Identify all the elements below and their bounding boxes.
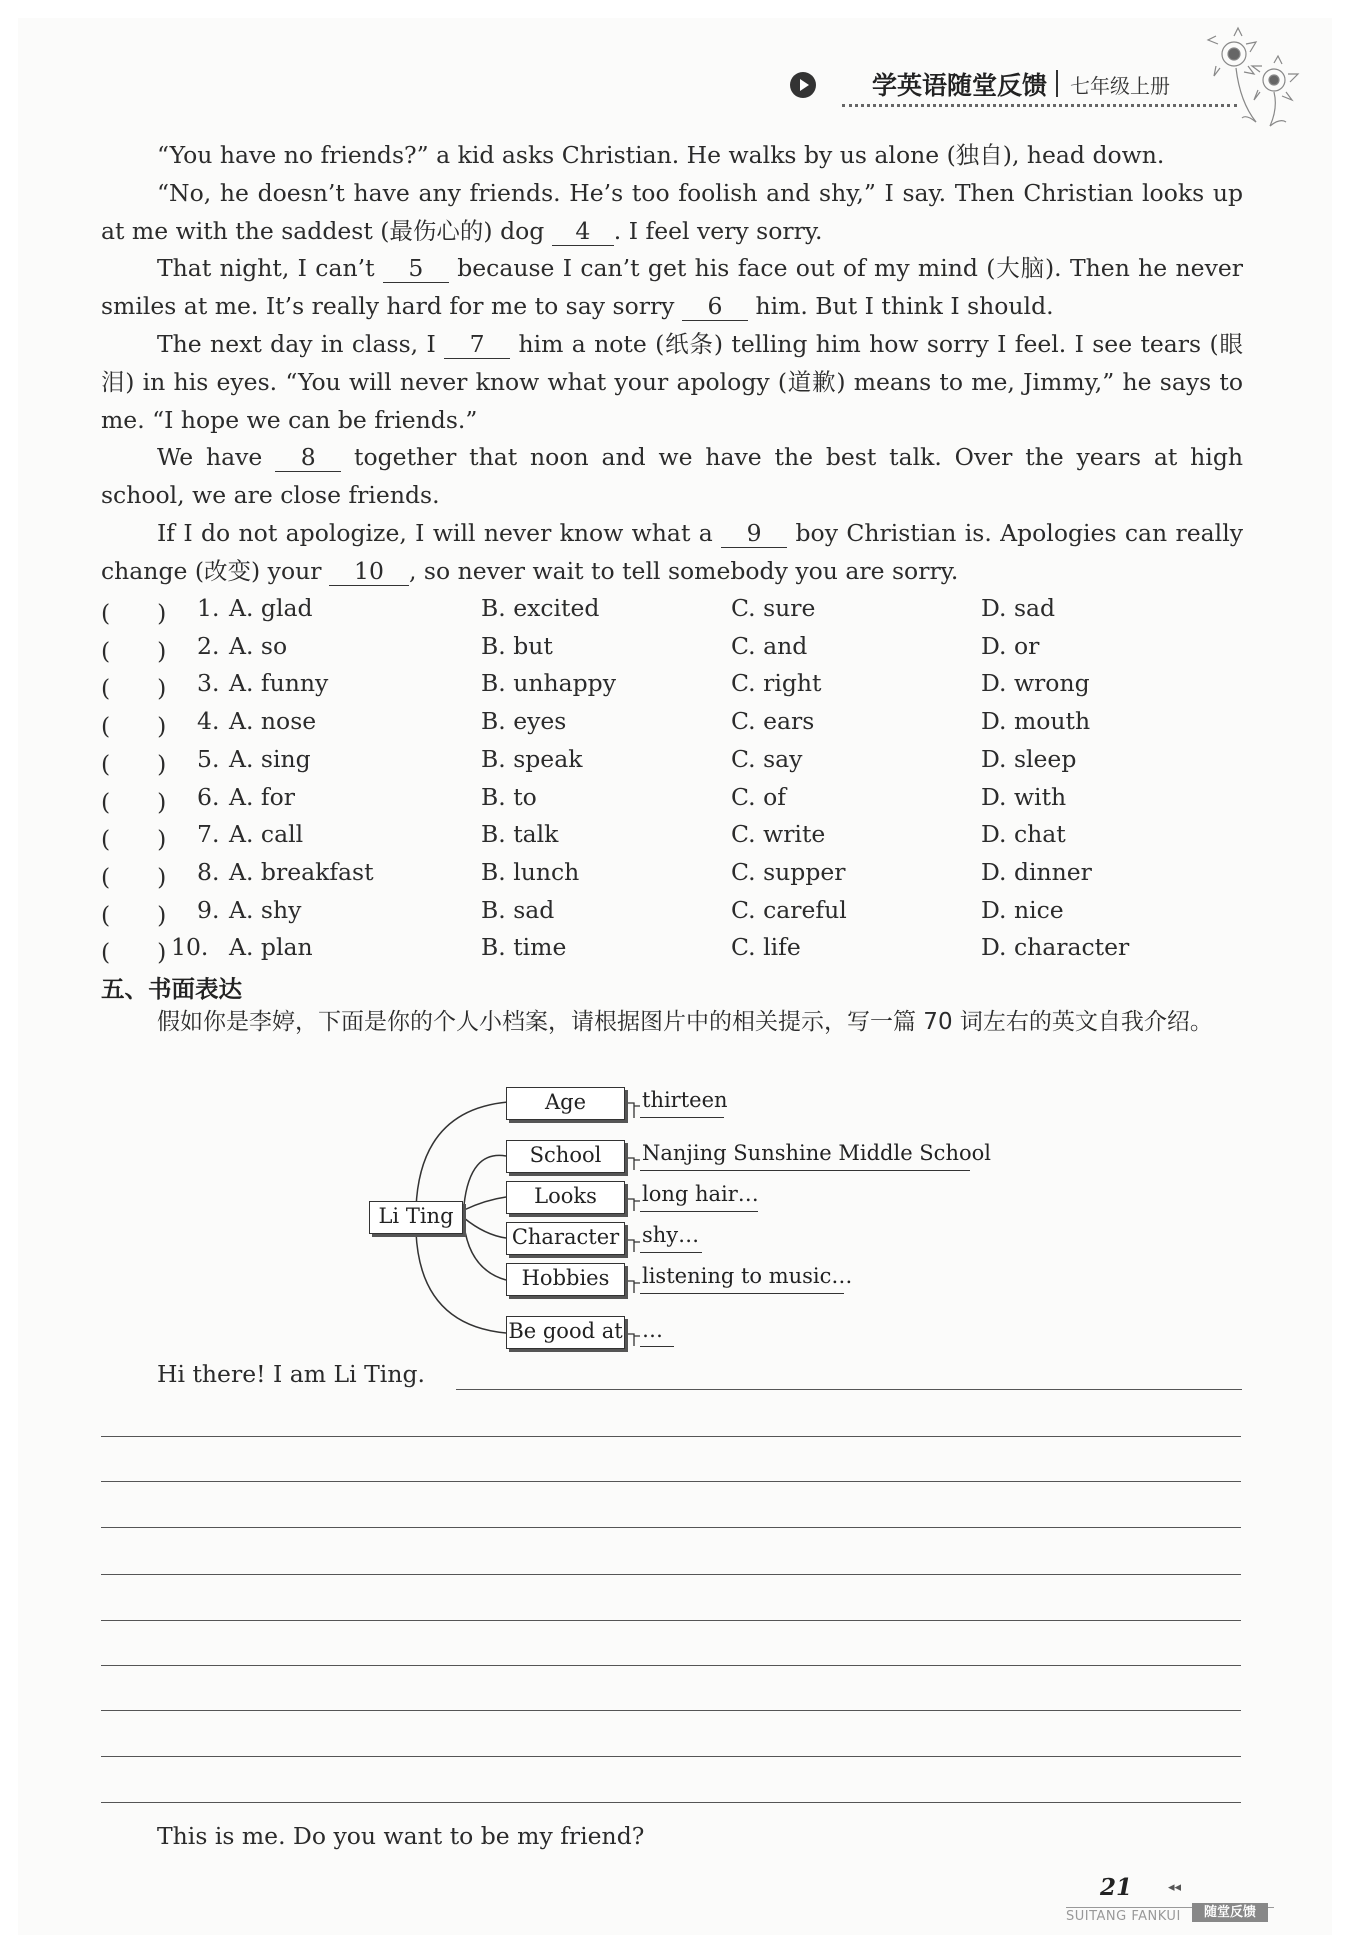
answer-paren[interactable]: ( ) [101, 636, 167, 665]
underline [640, 1117, 724, 1118]
option-d: D. wrong [981, 669, 1090, 698]
paragraph-3-text-b: because I can’t get his face out of my mind (大脑). Then he never smiles at me. It’s really hard for me to say sorry [101, 254, 1243, 321]
answer-paren[interactable]: ( ) [101, 825, 167, 854]
option-d: D. or [981, 631, 1040, 660]
paragraph-2-text-a: “No, he doesn’t have any friends. He’s too foolish and shy,” I say. Then Christian looks up at me with the saddest (最伤心的) dog [101, 178, 1243, 245]
question-number: 9. [197, 895, 220, 924]
answer-paren[interactable]: ( ) [101, 674, 167, 703]
option-d: D. with [981, 782, 1067, 811]
option-b: B. lunch [481, 857, 580, 886]
option-c: C. ears [731, 707, 815, 736]
underline [640, 1170, 970, 1171]
book-grade: 七年级上册 [1070, 74, 1170, 98]
writing-closing: This is me. Do you want to be my friend? [157, 1822, 645, 1850]
mindmap-node-character: Character [506, 1222, 625, 1255]
option-b: B. sad [481, 895, 555, 924]
option-b: B. to [481, 782, 537, 811]
option-c: C. say [731, 744, 803, 773]
option-a: A. funny [229, 669, 329, 698]
option-b: B. unhappy [481, 669, 616, 698]
question-number: 6. [197, 782, 220, 811]
option-d: D. mouth [981, 707, 1091, 736]
blank-5[interactable]: 5 [383, 254, 449, 283]
blank-6[interactable]: 6 [682, 292, 748, 321]
question-number: 10. [171, 933, 209, 962]
option-d: D. sleep [981, 744, 1077, 773]
underline [640, 1293, 844, 1294]
mindmap-value-be-good-at: … [642, 1318, 663, 1342]
blank-4[interactable]: 4 [552, 217, 614, 246]
writing-line-5[interactable] [101, 1574, 1241, 1575]
option-c: C. careful [731, 895, 847, 924]
mindmap-value-school: Nanjing Sunshine Middle School [642, 1141, 991, 1165]
paragraph-1: “You have no friends?” a kid asks Christian. He walks by us alone (独自), head down. [157, 141, 1165, 169]
paragraph-5-text-a: We have [157, 443, 263, 472]
paragraph-6-text-a: If I do not apologize, I will never know what a [157, 518, 713, 547]
mindmap-node-hobbies: Hobbies [506, 1263, 625, 1296]
answer-paren[interactable]: ( ) [101, 900, 167, 929]
paragraph-3-text-a: That night, I can’t [157, 254, 375, 283]
option-c: C. write [731, 820, 826, 849]
section-title: 五、书面表达 [101, 975, 242, 1003]
writing-line-7[interactable] [101, 1665, 1241, 1666]
mindmap-value-age: thirteen [642, 1088, 728, 1112]
paragraph-3-text-c: him. But I think I should. [755, 292, 1054, 321]
writing-line-1[interactable] [456, 1389, 1242, 1390]
answer-paren[interactable]: ( ) [101, 938, 167, 967]
question-number: 3. [197, 669, 220, 698]
paragraph-4-text-b: him a note (纸条) telling him how sorry I feel. I see tears (眼泪) in his eyes. “You will never know what your apology (道歉) means to me, Jimmy,” he says to me. “I hope we can be friends.” [101, 329, 1243, 434]
answer-paren[interactable]: ( ) [101, 712, 167, 741]
option-b: B. excited [481, 594, 600, 622]
mindmap-node-looks: Looks [506, 1181, 625, 1214]
underline [640, 1346, 674, 1347]
blank-10[interactable]: 10 [329, 557, 409, 586]
option-c: C. of [731, 782, 786, 811]
option-a: A. shy [229, 895, 302, 924]
underline [640, 1211, 758, 1212]
instruction-text: 假如你是李婷，下面是你的个人小档案，请根据图片中的相关提示，写一篇 70 词左右的英文自我介绍。 [157, 1009, 1213, 1035]
writing-line-9[interactable] [101, 1756, 1241, 1757]
option-c: C. supper [731, 857, 846, 886]
blank-8[interactable]: 8 [275, 443, 341, 472]
paragraph-2-text-b: . I feel very sorry. [613, 216, 823, 245]
paragraph-6-text-b: boy Christian is. Apologies can really change (改变) your [101, 518, 1243, 585]
book-title: 学英语随堂反馈 [872, 71, 1048, 100]
option-d: D. nice [981, 895, 1064, 924]
question-number: 2. [197, 631, 220, 660]
answer-paren[interactable]: ( ) [101, 749, 167, 778]
option-c: C. right [731, 669, 822, 698]
option-b: B. speak [481, 744, 583, 773]
mindmap-value-looks: long hair… [642, 1182, 759, 1206]
writing-line-3[interactable] [101, 1481, 1241, 1482]
option-d: D. sad [981, 594, 1056, 622]
question-number: 1. [197, 594, 220, 622]
writing-opening: Hi there! I am Li Ting. [157, 1360, 425, 1388]
option-a: A. glad [229, 594, 313, 622]
blank-9[interactable]: 9 [721, 519, 787, 548]
option-a: A. breakfast [229, 857, 374, 886]
option-b: B. eyes [481, 707, 567, 736]
underline [640, 1252, 702, 1253]
mindmap-value-hobbies: listening to music… [642, 1264, 853, 1288]
mindmap-node-age: Age [506, 1087, 625, 1120]
mindmap-center-li-ting: Li Ting [369, 1201, 463, 1234]
answer-paren[interactable]: ( ) [101, 599, 167, 627]
paragraph-4-text-a: The next day in class, I [157, 329, 436, 358]
option-a: A. call [229, 820, 304, 849]
option-d: D. dinner [981, 857, 1092, 886]
answer-paren[interactable]: ( ) [101, 787, 167, 816]
mindmap-node-be-good-at: Be good at [506, 1316, 625, 1349]
option-c: C. life [731, 933, 801, 962]
answer-paren[interactable]: ( ) [101, 862, 167, 891]
option-a: A. so [229, 631, 288, 660]
writing-line-4[interactable] [101, 1527, 1241, 1528]
option-a: A. nose [229, 707, 317, 736]
writing-line-10[interactable] [101, 1802, 1241, 1803]
question-number: 8. [197, 857, 220, 886]
option-b: B. time [481, 933, 567, 962]
question-number: 4. [197, 707, 220, 736]
option-d: D. chat [981, 820, 1066, 849]
blank-7[interactable]: 7 [444, 330, 510, 359]
option-a: A. for [229, 782, 295, 811]
writing-line-8[interactable] [101, 1710, 1241, 1711]
option-b: B. but [481, 631, 553, 660]
writing-line-6[interactable] [101, 1620, 1241, 1621]
option-a: A. plan [229, 933, 313, 962]
footer-brand-cn: 随堂反馈 [1192, 1903, 1268, 1922]
question-number: 7. [197, 820, 220, 849]
option-d: D. character [981, 933, 1130, 962]
option-c: C. and [731, 631, 808, 660]
mindmap-node-school: School [506, 1140, 625, 1173]
option-c: C. sure [731, 594, 816, 622]
paragraph-6-text-c: , so never wait to tell somebody you are sorry. [408, 556, 959, 585]
option-b: B. talk [481, 820, 559, 849]
option-a: A. sing [229, 744, 311, 773]
double-arrow-left-icon: ◂◂ [1168, 1880, 1182, 1895]
question-number: 5. [197, 744, 220, 773]
mindmap-value-character: shy… [642, 1223, 700, 1247]
writing-line-2[interactable] [101, 1436, 1241, 1437]
footer-brand-en: SUITANG FANKUI [1066, 1909, 1181, 1924]
paragraph-5-text-b: together that noon and we have the best talk. Over the years at high school, we are close friends. [101, 443, 1243, 510]
page-number: 21 [1100, 1874, 1133, 1901]
